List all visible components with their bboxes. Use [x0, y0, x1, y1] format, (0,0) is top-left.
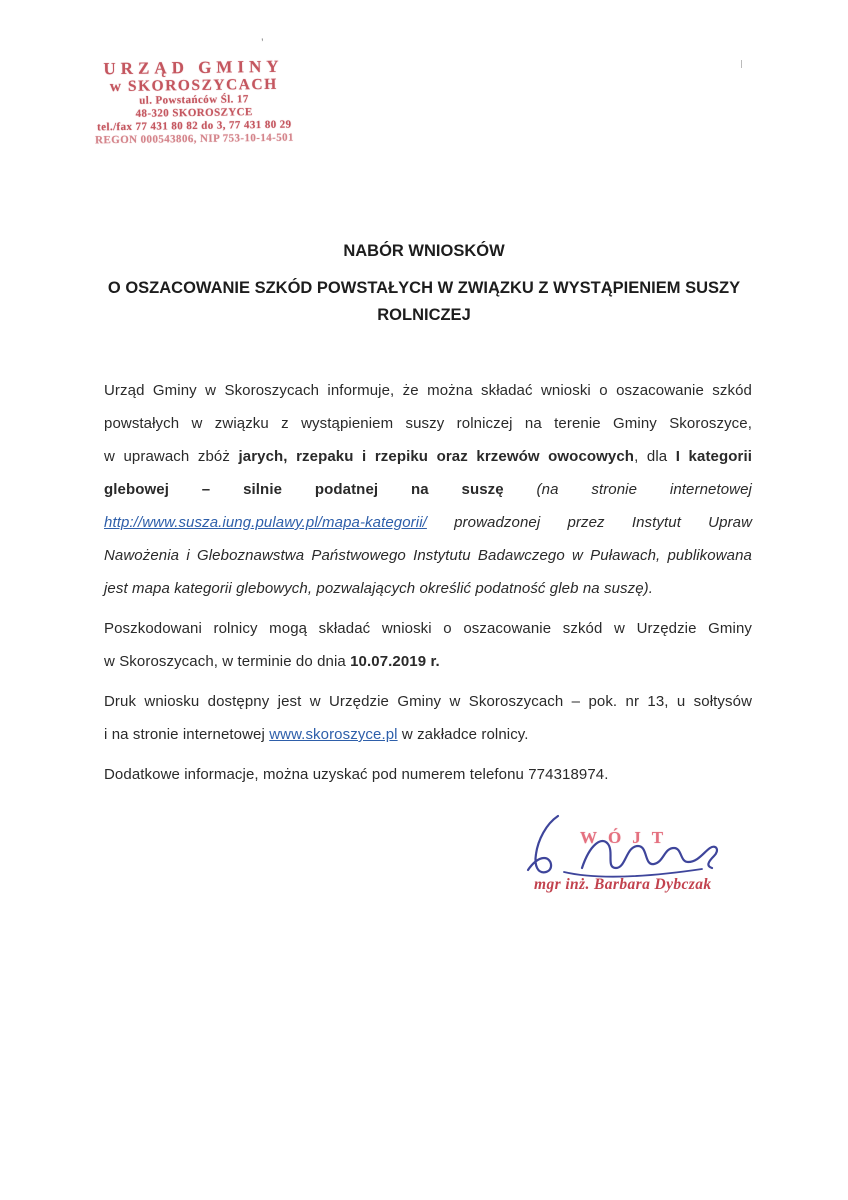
- text-run: , dla: [634, 448, 676, 465]
- text-line: [104, 539, 752, 572]
- paragraph: [104, 758, 752, 791]
- title-line-1: NABÓR WNIOSKÓW: [343, 242, 505, 260]
- signature-stroke: [582, 841, 717, 868]
- text-run: (na stronie internetowej: [536, 481, 752, 498]
- scan-speck: ’: [261, 36, 264, 50]
- document-title: [0, 242, 848, 329]
- text-run: i na stronie internetowej: [104, 726, 270, 743]
- text-run: [504, 481, 537, 498]
- signature-block: [498, 810, 738, 910]
- text-run: jest mapa kategorii glebowych, pozwalających określić podatność gleb na suszę).: [104, 580, 654, 597]
- text-run: Druk wniosku dostępny jest w Urzędzie Gminy w Skoroszycach – pok. nr 13, u sołtysów: [104, 693, 752, 710]
- paragraph: [104, 612, 752, 678]
- signer-name: mgr inż. Barbara Dybczak: [534, 876, 712, 893]
- document-body: [104, 374, 752, 798]
- text-run: prowadzonej przez Instytut Upraw: [426, 514, 752, 531]
- text-line: [104, 407, 752, 440]
- title-line-2: O OSZACOWANIE SZKÓD POWSTAŁYCH W ZWIĄZKU Z WYSTĄPIENIEM SUSZY: [107, 279, 741, 297]
- text-line: [104, 645, 752, 678]
- paragraph: [104, 374, 752, 605]
- text-run: I kategorii: [675, 448, 752, 465]
- hyperlink[interactable]: www.skoroszyce.pl: [269, 726, 398, 743]
- text-run: glebowej – silnie podatnej na suszę: [104, 481, 504, 498]
- text-run: Nawożenia i Gleboznawstwa Państwowego Instytutu Badawczego w Puławach, publikowana: [104, 547, 752, 564]
- scan-speck: [741, 60, 742, 68]
- text-line: [104, 685, 752, 718]
- stamp-line: REGON 000543806, NIP 753-10-14-501: [95, 131, 294, 147]
- text-line: [104, 440, 752, 473]
- text-line: [104, 506, 752, 539]
- text-run: powstałych w związku z wystąpieniem suszy rolniczej na terenie Gminy Skoroszyce,: [104, 415, 752, 432]
- text-line: [104, 473, 752, 506]
- text-run: w uprawach zbóż: [104, 448, 239, 465]
- text-line: [104, 572, 752, 605]
- stamp-line: tel./fax 77 431 80 82 do 3, 77 431 80 29: [97, 118, 292, 134]
- text-run: jarych, rzepaku i rzepiku oraz krzewów owocowych: [238, 448, 635, 465]
- text-run: Urząd Gminy w Skoroszycach informuje, że można składać wnioski o oszacowanie szkód: [104, 382, 752, 399]
- mayor-title-stamp: WÓJT: [580, 828, 675, 847]
- text-run: w Skoroszycach, w terminie do dnia: [104, 653, 351, 670]
- stamp-line: ul. Powstańców Śl. 17: [139, 93, 249, 107]
- stamp-line: URZĄD GMINY: [103, 56, 284, 79]
- stamp-line: w SKOROSZYCACH: [109, 75, 278, 96]
- office-stamp: [67, 56, 320, 148]
- text-run: Poszkodowani rolnicy mogą składać wnioski o oszacowanie szkód w Urzędzie Gminy: [104, 620, 752, 637]
- hyperlink[interactable]: http://www.susza.iung.pulawy.pl/mapa-kategorii/: [104, 514, 427, 531]
- text-line: [104, 758, 752, 791]
- text-run: w zakładce rolnicy.: [397, 726, 529, 743]
- signature-stroke: [528, 816, 558, 872]
- text-run: 10.07.2019 r.: [350, 653, 440, 670]
- text-run: Dodatkowe informacje, można uzyskać pod numerem telefonu 774318974.: [104, 766, 609, 783]
- text-line: [104, 612, 752, 645]
- text-line: [104, 718, 752, 751]
- text-line: [104, 374, 752, 407]
- title-line-3: ROLNICZEJ: [377, 306, 471, 324]
- paragraph: [104, 685, 752, 751]
- stamp-line: 48-320 SKOROSZYCE: [135, 106, 253, 120]
